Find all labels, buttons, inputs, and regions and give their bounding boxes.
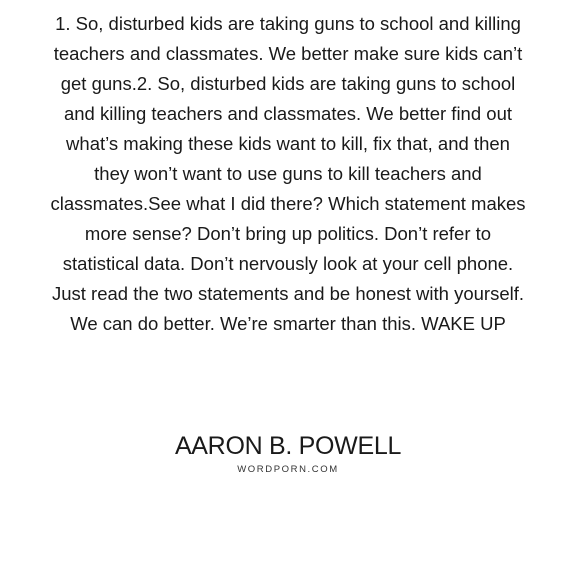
quote-author: AARON B. POWELL [174,432,402,460]
site-watermark: WORDPORN.COM [237,464,339,475]
quote-text: 1. So, disturbed kids are taking guns to school and killing teachers and classmates. We better make sure kids can’t get guns.2. So, disturbed kids are taking guns to school and killing teachers and classmates. We better find out what’s making these kids want to kill, fix that, and then they won’t want to use guns to kill teachers and classmates.See what I did there? Which statement makes more sense? Don’t bring up politics. Don’t refer to statistical data. Don’t nervously look at your cell phone. Just read the two statements and be honest with yourself. We can do better. We’re smarter than this. WAKE UP [50,13,526,334]
